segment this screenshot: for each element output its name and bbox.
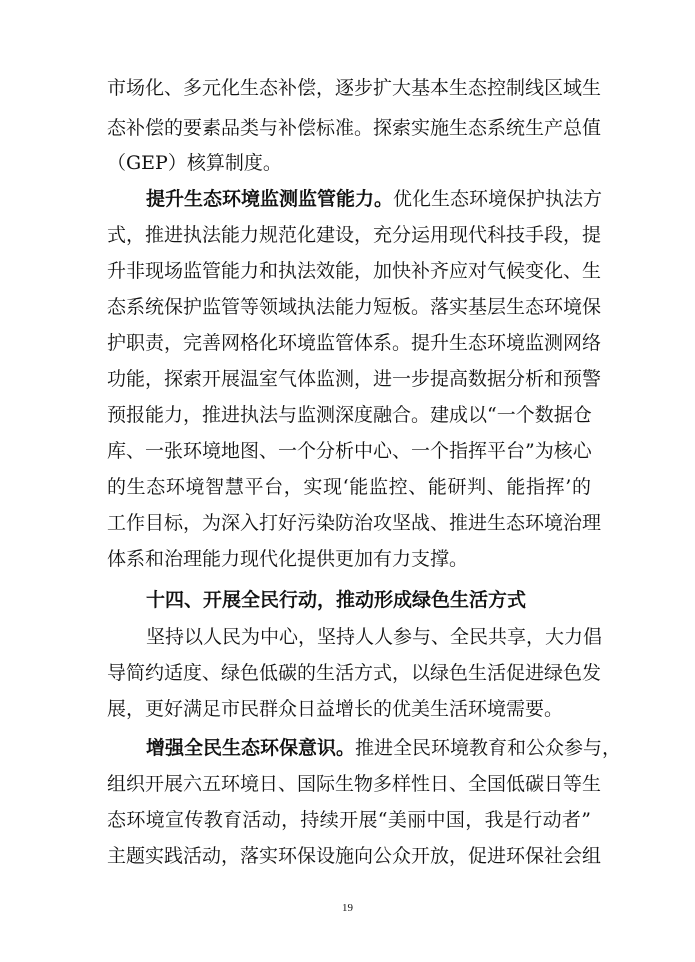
body-text-line: 体系和治理能力现代化提供更加有力支撑。 — [107, 548, 469, 570]
body-text-line: 态系统保护监管等领域执法能力短板。落实基层生态环境保 — [107, 296, 602, 318]
body-text-line: 库、一张环境地图、一个分析中心、一个指挥平台”为核心 — [107, 440, 592, 462]
body-text-line: 功能，探索开展温室气体监测，进一步提高数据分析和预警 — [107, 368, 602, 390]
body-text-line: 态补偿的要素品类与补偿标准。探索实施生态系统生产总值 — [107, 117, 602, 139]
paragraph-first-line — [146, 736, 622, 760]
page-number: 19 — [342, 902, 353, 914]
body-text-line: 升非现场监管能力和执法效能，加快补齐应对气候变化、生 — [107, 260, 602, 282]
body-text-line: （GEP）核算制度。 — [107, 152, 282, 174]
body-text-line: 式，推进执法能力规范化建设，充分运用现代科技手段，提 — [107, 224, 602, 246]
paragraph-first-line: 坚持以人民为中心，坚持人人参与、全民共享，大力倡 — [146, 626, 603, 648]
body-text-line: 护职责，完善网格化环境监管体系。提升生态环境监测网络 — [107, 332, 602, 354]
body-text-line: 态环境宣传教育活动，持续开展“美丽中国，我是行动者” — [107, 809, 591, 831]
body-text-line: 的生态环境智慧平台，实现‘能监控、能研判、能指挥’的 — [107, 476, 591, 498]
paragraph-text: 优化生态环境保护执法方 — [393, 188, 603, 210]
paragraph-heading: 增强全民生态环保意识。 — [146, 737, 356, 759]
body-text-line: 导简约适度、绿色低碳的生活方式，以绿色生活促进绿色发 — [107, 662, 602, 684]
paragraph-first-line — [146, 187, 603, 211]
body-text-line: 展，更好满足市民群众日益增长的优美生活环境需要。 — [107, 698, 564, 720]
body-text-line: 市场化、多元化生态补偿，逐步扩大基本生态控制线区域生 — [107, 77, 602, 99]
body-text-line: 预报能力，推进执法与监测深度融合。建成以“一个数据仓 — [107, 404, 592, 426]
section-heading: 十四、开展全民行动，推动形成绿色生活方式 — [146, 589, 527, 611]
paragraph-heading: 提升生态环境监测监管能力。 — [146, 188, 394, 210]
body-text-line: 主题实践活动，落实环保设施向公众开放，促进环保社会组 — [107, 845, 602, 867]
body-text-line: 工作目标，为深入打好污染防治攻坚战、推进生态环境治理 — [107, 512, 602, 534]
body-text-line: 组织开展六五环境日、国际生物多样性日、全国低碳日等生 — [107, 773, 602, 795]
paragraph-text: 推进全民环境教育和公众参与， — [355, 737, 622, 759]
